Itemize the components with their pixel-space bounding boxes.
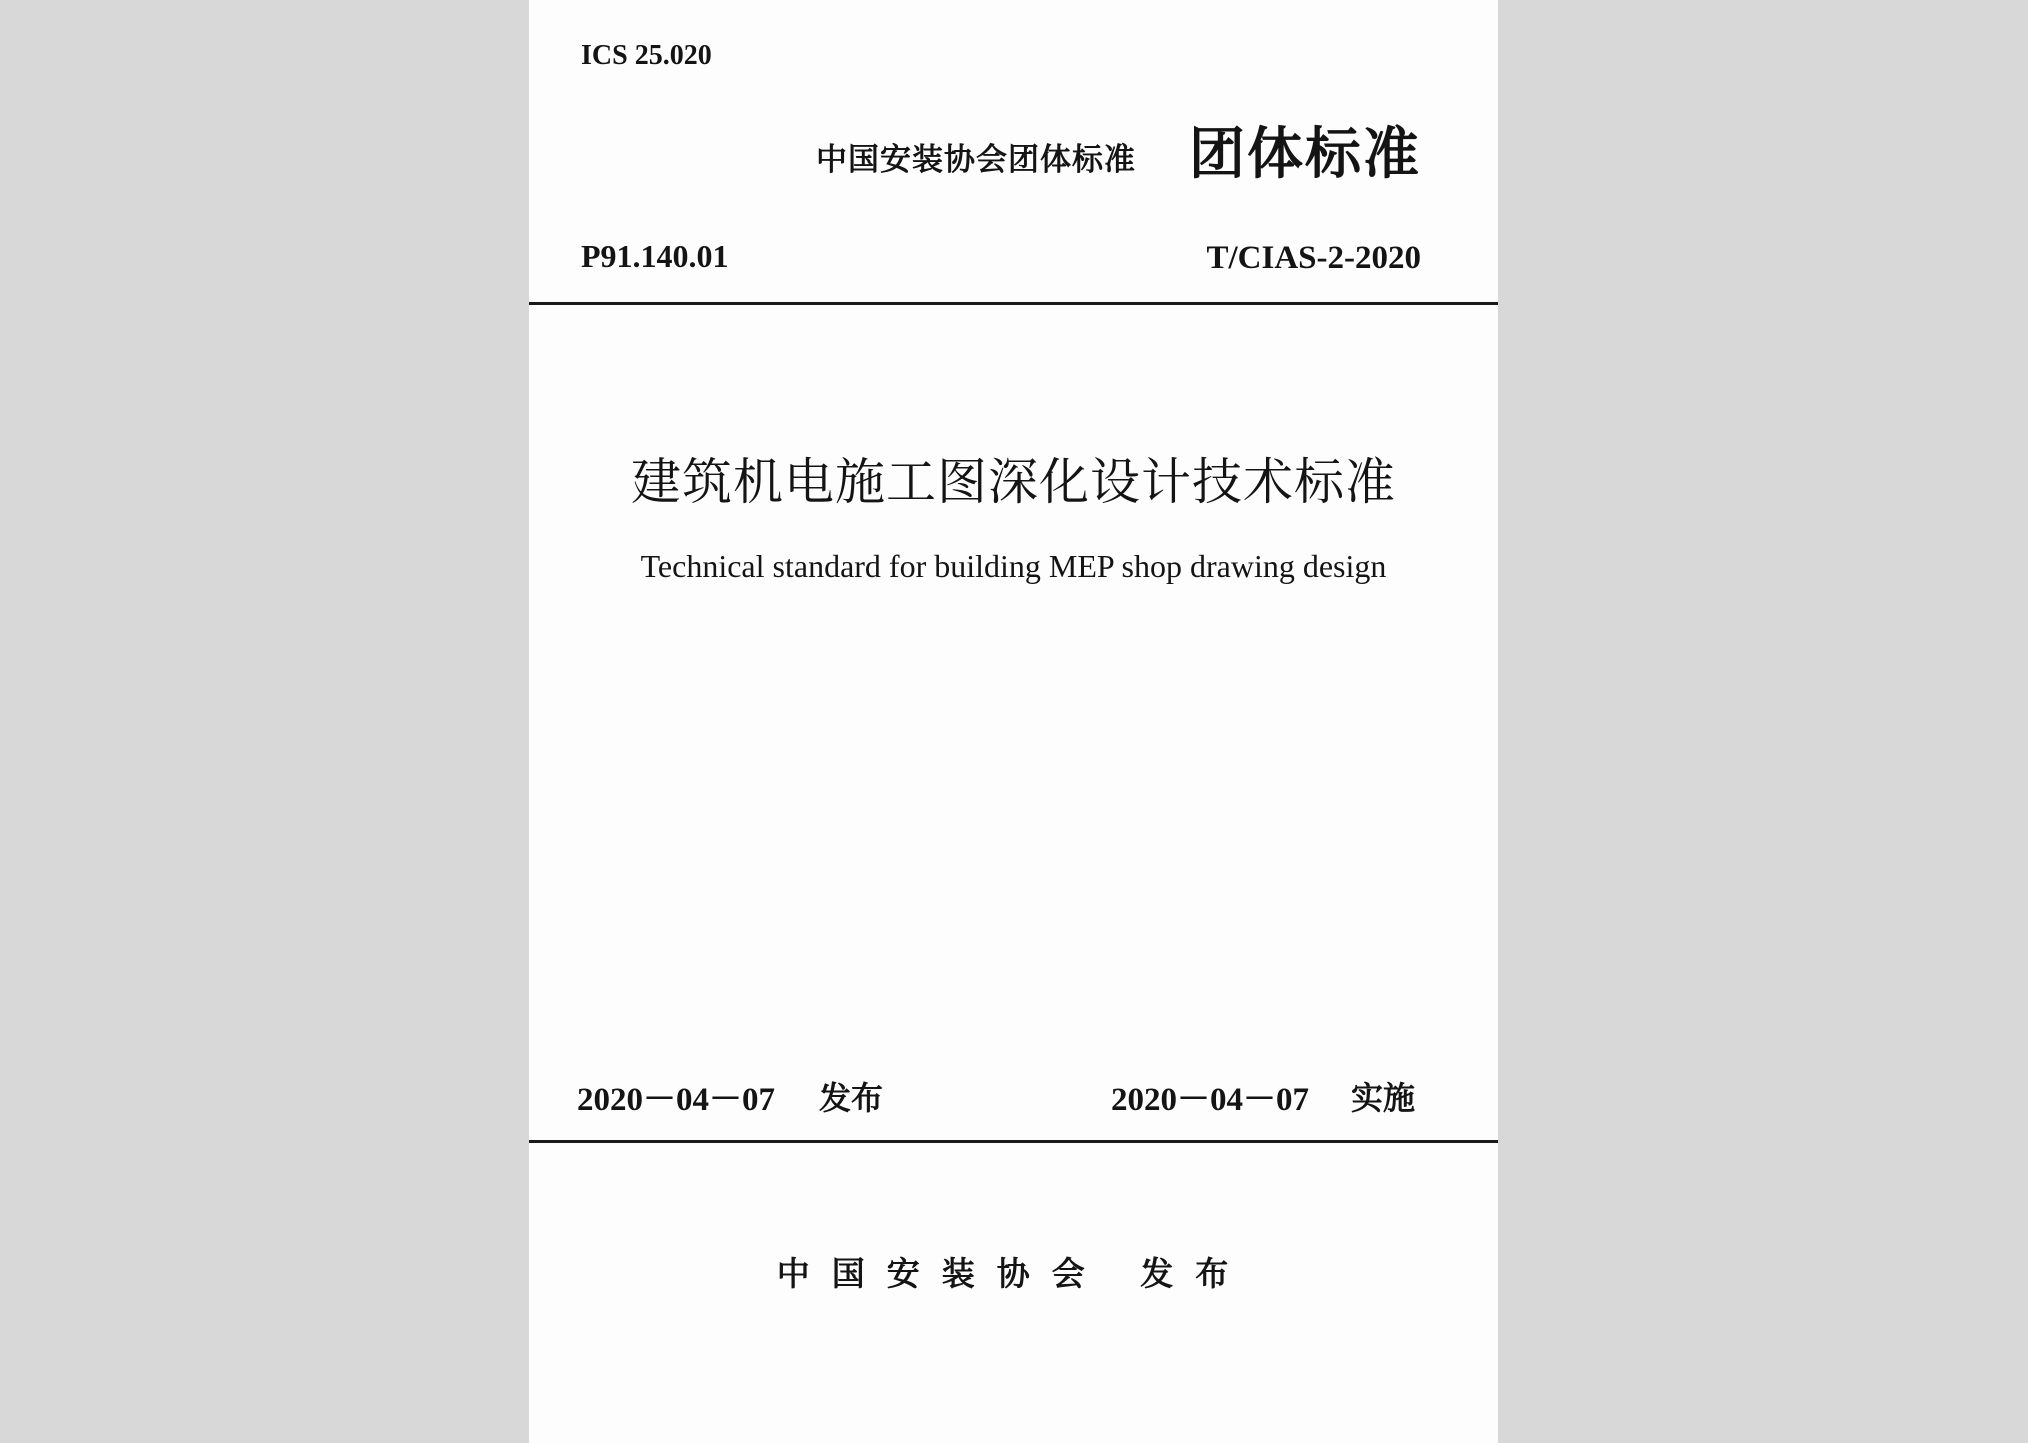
issue-date: 2020－04－07 <box>577 1082 775 1118</box>
title-english: Technical standard for building MEP shop drawing design <box>640 548 1387 584</box>
title-chinese: 建筑机电施工图深化设计技术标准 <box>631 453 1396 511</box>
top-divider <box>529 302 1498 305</box>
document-page <box>529 0 1498 1443</box>
publisher: 中国安装协会 发布 <box>776 1254 1251 1293</box>
implementation-date: 2020－04－07 <box>1111 1082 1309 1118</box>
standard-number: T/CIAS-2-2020 <box>1206 240 1421 276</box>
bottom-divider <box>529 1140 1498 1143</box>
classification-code: P91.140.01 <box>581 238 729 274</box>
issue-label: 发布 <box>819 1079 884 1117</box>
implementation-label: 实施 <box>1351 1079 1416 1117</box>
association-standard-label: 中国安装协会团体标准 <box>816 142 1136 178</box>
group-standard-heading: 团体标准 <box>1189 122 1421 187</box>
ics-code: ICS 25.020 <box>581 40 712 71</box>
